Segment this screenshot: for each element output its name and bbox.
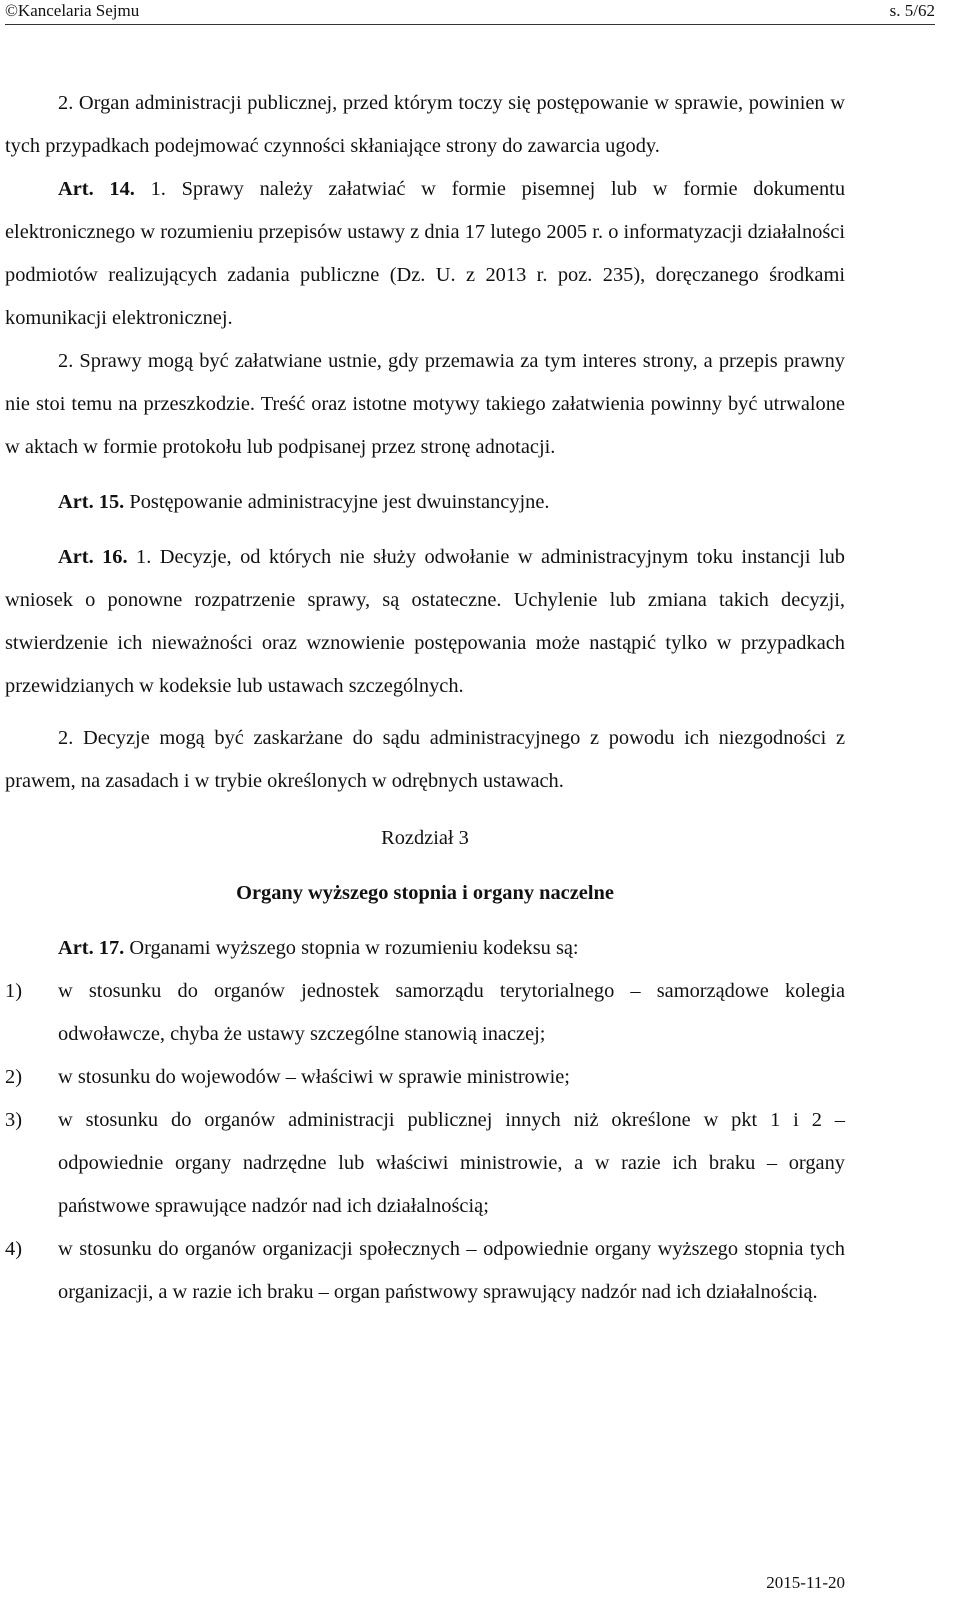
art14-heading: Art. 14. bbox=[58, 178, 135, 200]
list-item bbox=[5, 970, 845, 1056]
art16-heading: Art. 16. bbox=[58, 546, 128, 568]
document-body bbox=[5, 82, 845, 1314]
list-item bbox=[5, 1056, 845, 1099]
list-item bbox=[5, 1228, 845, 1314]
art14-p1-text: 1. Sprawy należy załatwiać w formie pisemnej lub w formie dokumentu elektronicznego w rozumieniu przepisów ustawy z dnia 17 lutego 2005 r. o informatyzacji działalności podmiotów realizujących zadania publiczne (Dz. U. z 2013 r. poz. 235), doręczanego środkami komunikacji elektronicznej. bbox=[5, 178, 846, 329]
art14-paragraph-2: 2. Sprawy mogą być załatwiane ustnie, gdy przemawia za tym interes strony, a przepis prawny nie stoi temu na przeszkodzie. Treść oraz istotne motywy takiego załatwienia powinny być utrwalone w aktach w formie protokołu lub podpisanej przez stronę adnotacji. bbox=[5, 350, 845, 458]
art17-text: Organami wyższego stopnia w rozumieniu kodeksu są: bbox=[124, 937, 579, 959]
art15-heading: Art. 15. bbox=[58, 491, 125, 513]
page-header bbox=[0, 0, 960, 24]
list-item-text: w stosunku do organów organizacji społecznych – odpowiednie organy wyższego stopnia tych organizacji, a w razie ich braku – organ państwowy sprawujący nadzór nad ich działalnością. bbox=[58, 1238, 845, 1303]
art17-heading: Art. 17. bbox=[58, 937, 125, 959]
header-divider bbox=[5, 24, 935, 25]
art16-paragraph-1 bbox=[5, 536, 845, 708]
art17-list bbox=[5, 970, 845, 1314]
art17-intro bbox=[5, 927, 845, 970]
list-item-text: w stosunku do organów administracji publicznej innych niż określone w pkt 1 i 2 – odpowiednie organy nadrzędne lub właściwi ministrowie, a w razie ich braku – organy państwowe sprawujące nadzór nad ich działalnością; bbox=[58, 1109, 845, 1217]
art15-text: Postępowanie administracyjne jest dwuinstancyjne. bbox=[124, 491, 550, 513]
art16-paragraph-2: 2. Decyzje mogą być zaskarżane do sądu administracyjnego z powodu ich niezgodności z prawem, na zasadach i w trybie określonych w odrębnych ustawach. bbox=[5, 727, 845, 792]
list-item-number: 4) bbox=[5, 1238, 22, 1260]
art14-paragraph-1 bbox=[5, 168, 845, 340]
list-item bbox=[5, 1099, 845, 1228]
chapter-title: Organy wyższego stopnia i organy naczelne bbox=[236, 882, 614, 904]
header-source: ©Kancelaria Sejmu bbox=[5, 1, 140, 20]
list-item-text: w stosunku do wojewodów – właściwi w sprawie ministrowie; bbox=[58, 1066, 570, 1088]
header-page-number: s. 5/62 bbox=[889, 1, 935, 20]
art13-paragraph-2: 2. Organ administracji publicznej, przed którym toczy się postępowanie w sprawie, powinien w tych przypadkach podejmować czynności skłaniające strony do zawarcia ugody. bbox=[5, 92, 845, 157]
list-item-number: 3) bbox=[5, 1109, 22, 1131]
art15-paragraph bbox=[5, 481, 845, 524]
list-item-number: 1) bbox=[5, 980, 22, 1002]
list-item-number: 2) bbox=[5, 1066, 22, 1088]
chapter-number: Rozdział 3 bbox=[381, 827, 469, 849]
list-item-text: w stosunku do organów jednostek samorządu terytorialnego – samorządowe kolegia odwoławcze, chyba że ustawy szczególne stanowią inaczej; bbox=[58, 980, 845, 1045]
art16-p1-text: 1. Decyzje, od których nie służy odwołanie w administracyjnym toku instancji lub wniosek o ponowne rozpatrzenie sprawy, są ostateczne. Uchylenie lub zmiana takich decyzji, stwierdzenie ich nieważności oraz wznowienie postępowania może nastąpić tylko w przypadkach przewidzianych w kodeksie lub ustawach szczególnych. bbox=[5, 546, 845, 697]
footer-date: 2015-11-20 bbox=[766, 1573, 845, 1592]
